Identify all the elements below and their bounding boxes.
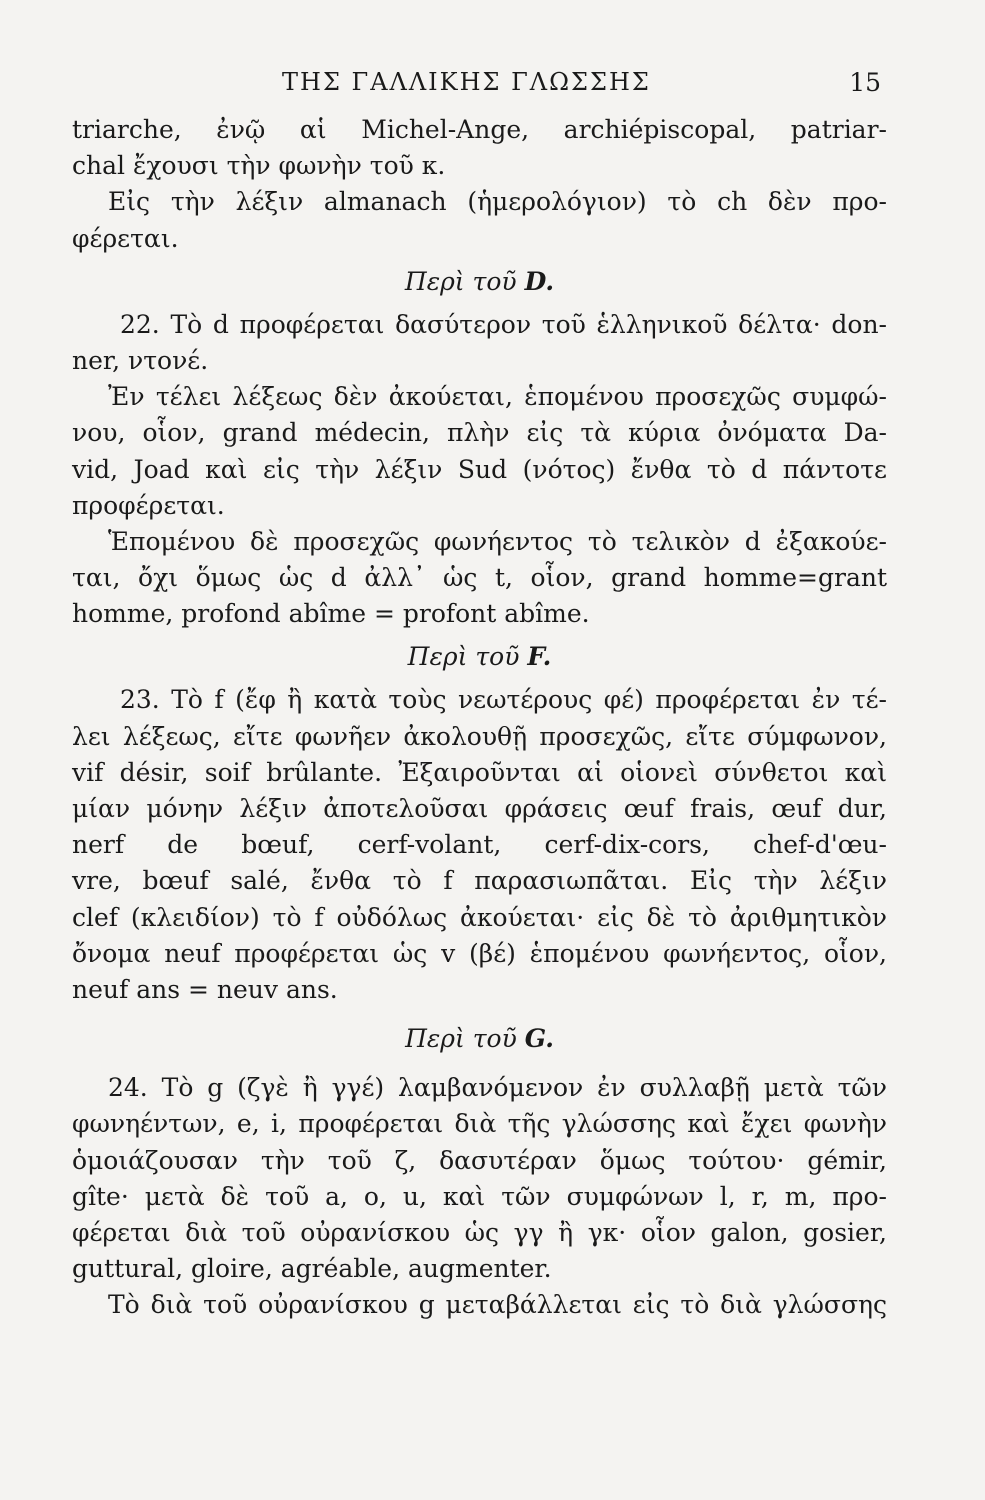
text-line: φωνηέντων, e, i, προφέρεται διὰ τῆς γλώσσης καὶ ἔχει φωνὴν xyxy=(72,1109,887,1139)
text-line: ὄνομα neuf προφέρεται ὡς v (βέ) ἑπομένου φωνήεντος, οἷον, xyxy=(72,938,887,968)
text-line: chal ἔχουσι τὴν φωνὴν τοῦ κ. xyxy=(72,151,446,181)
running-head xyxy=(72,60,887,110)
text-line: vid, Joad καὶ εἰς τὴν λέξιν Sud (νότος) ἔνθα τὸ d πάντοτε xyxy=(72,454,887,484)
running-title: ΤΗΣ ΓΑΛΛΙΚΗΣ ΓΛΩΣΣΗΣ xyxy=(282,68,651,96)
text-line: μίαν μόνην λέξιν ἀποτελοῦσαι φράσεις œuf frais, œuf dur, xyxy=(72,794,887,823)
text-line: vif désir, soif brûlante. Ἐξαιροῦνται αἱ οἱονεὶ σύνθετοι καὶ xyxy=(72,757,887,787)
text-line: neuf ans = neuv ans. xyxy=(72,974,338,1004)
text-line: Ἐν τέλει λέξεως δὲν ἀκούεται, ἑπομένου προσεχῶς συμφώ- xyxy=(108,382,887,412)
text-line: ται, ὄχι ὅμως ὡς d ἀλλ᾽ ὡς t, οἷον, grand homme=grant xyxy=(72,563,887,593)
section-heading-g xyxy=(72,1014,887,1064)
text-line: φέρεται. xyxy=(72,223,179,253)
text-line: homme, profond abîme = profont abîme. xyxy=(72,599,590,629)
text-line: 22. Τὸ d προφέρεται δασύτερον τοῦ ἑλληνικοῦ δέλτα· don- xyxy=(120,309,887,339)
text-line: 24. Τὸ g (ζγὲ ἢ γγέ) λαμβανόμενον ἐν συλλαβῇ μετὰ τῶν xyxy=(108,1073,887,1103)
heading-letter: G. xyxy=(524,1024,554,1054)
heading-prefix: Περὶ τοῦ xyxy=(407,642,520,672)
text-line: Ἑπομένου δὲ προσεχῶς φωνήεντος τὸ τελικὸν d ἐξακούε- xyxy=(108,526,887,556)
page-number: 15 xyxy=(849,68,881,97)
text-line: 23. Τὸ f (ἔφ ἢ κατὰ τοὺς νεωτέρους φέ) προφέρεται ἐν τέ- xyxy=(120,685,887,715)
text-line: φέρεται διὰ τοῦ οὐρανίσκου ὡς γγ ἢ γκ· οἷον galon, gosier, xyxy=(72,1217,887,1247)
heading-prefix: Περὶ τοῦ xyxy=(404,266,517,296)
page-body xyxy=(72,112,887,1323)
text-line: clef (κλειδίον) τὸ f οὐδόλως ἀκούεται· εἰς δὲ τὸ ἀριθμητικὸν xyxy=(72,902,887,932)
text-line: προφέρεται. xyxy=(72,490,225,520)
text-line: nerf de bœuf, cerf-volant, cerf-dix-cors, chef-d'œu- xyxy=(72,830,887,860)
text-line: ὁμοιάζουσαν τὴν τοῦ ζ, δασυτέραν ὅμως τούτου· gémir, xyxy=(72,1145,887,1175)
heading-letter: D. xyxy=(524,266,555,296)
section-heading-f xyxy=(72,632,887,682)
text-line: λει λέξεως, εἴτε φωνῆεν ἀκολουθῇ προσεχῶς, εἴτε σύμφωνον, xyxy=(72,721,887,751)
book-page xyxy=(72,60,887,1460)
heading-letter: F. xyxy=(527,642,552,672)
text-line: triarche, ἐνῷ αἱ Michel-Ange, archiépiscopal, patriar- xyxy=(72,115,887,144)
heading-prefix: Περὶ τοῦ xyxy=(405,1024,517,1054)
text-line: ner, ντονέ. xyxy=(72,345,209,375)
text-line: Εἰς τὴν λέξιν almanach (ἡμερολόγιον) τὸ ch δὲν προ- xyxy=(108,187,887,217)
text-line: guttural, gloire, agréable, augmenter. xyxy=(72,1254,552,1284)
section-heading-d xyxy=(72,257,887,307)
text-line: Τὸ διὰ τοῦ οὐρανίσκου g μεταβάλλεται εἰς τὸ διὰ γλώσσης xyxy=(108,1290,887,1320)
text-line: νου, οἷον, grand médecin, πλὴν εἰς τὰ κύρια ὀνόματα Da- xyxy=(72,418,887,448)
text-line: vre, bœuf salé, ἔνθα τὸ f παρασιωπᾶται. Εἰς τὴν λέξιν xyxy=(72,866,887,896)
text-line: gîte· μετὰ δὲ τοῦ a, o, u, καὶ τῶν συμφώνων l, r, m, προ- xyxy=(72,1181,887,1211)
